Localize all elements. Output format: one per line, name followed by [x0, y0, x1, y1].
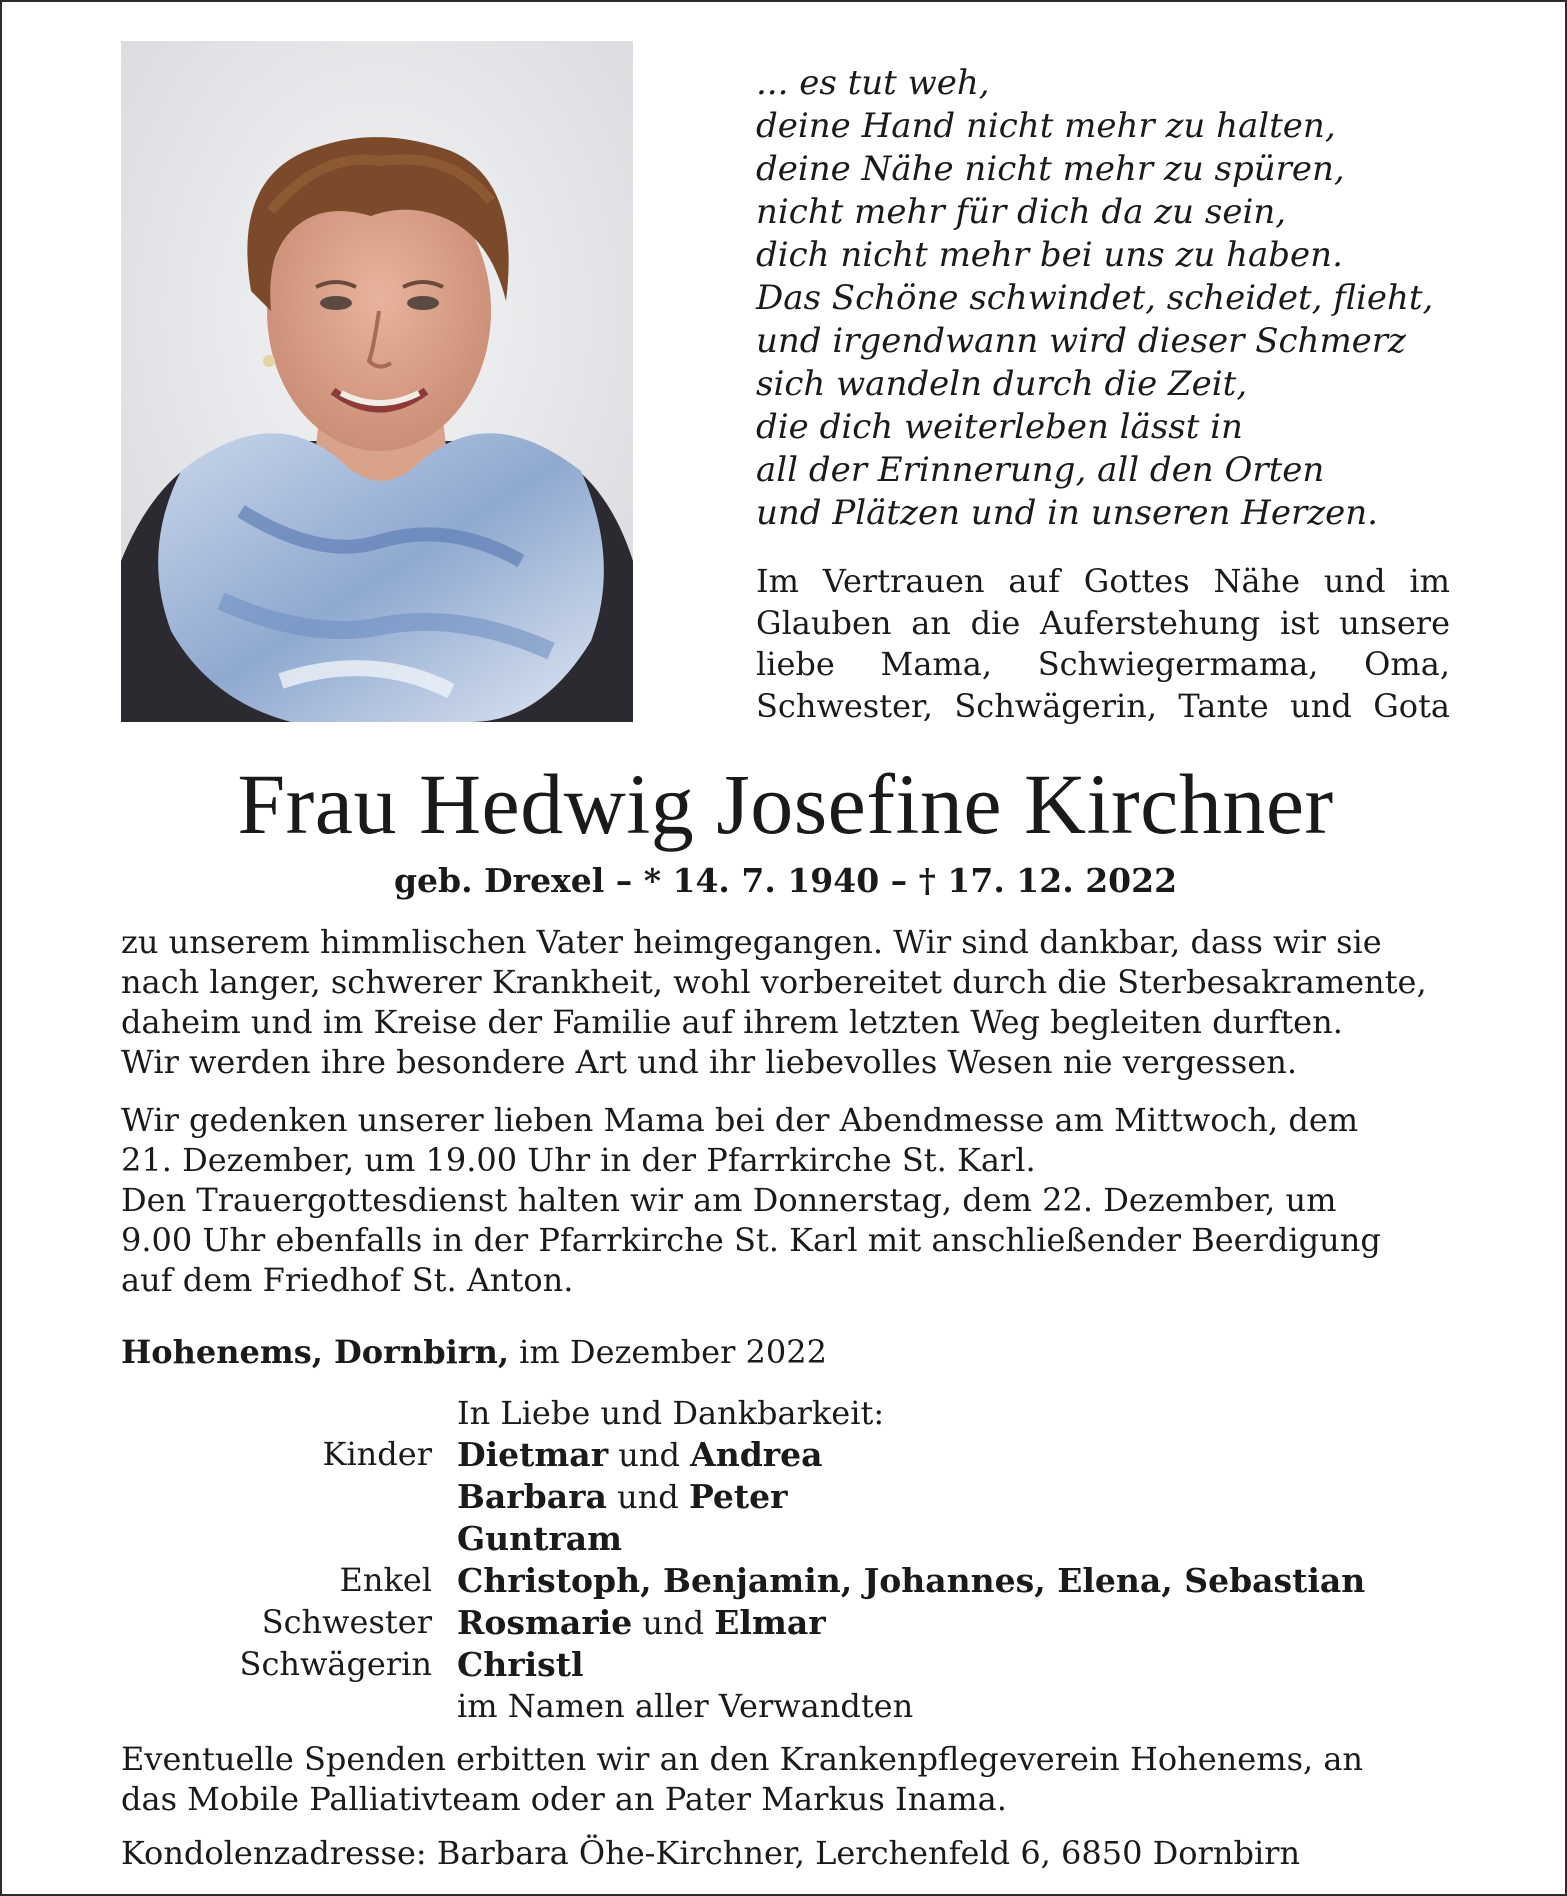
family-names	[457, 1602, 1451, 1644]
family-member: Dietmar	[457, 1435, 609, 1474]
donation-paragraph	[121, 1739, 1451, 1819]
family-conjunction: und	[618, 1436, 680, 1474]
family-names	[457, 1476, 1451, 1518]
family-names	[457, 1518, 1451, 1560]
paragraph-line: nach langer, schwerer Krankheit, wohl vorbereitet durch die Sterbesakramente,	[121, 963, 1427, 1001]
family-member: Christl	[457, 1645, 584, 1684]
family-row	[121, 1518, 1451, 1560]
life-dates: geb. Drexel – * 14. 7. 1940 – † 17. 12. 2022	[393, 861, 1178, 900]
family-row	[121, 1434, 1451, 1476]
family-row	[121, 1393, 1451, 1434]
paragraph-line: daheim und im Kreise der Familie auf ihrem letzten Weg begleiten durften.	[121, 1003, 1343, 1041]
family-member: Elmar	[714, 1603, 826, 1642]
family-member: Rosmarie	[457, 1603, 633, 1642]
service-paragraph	[121, 1100, 1451, 1300]
poem-line: ... es tut weh,	[756, 63, 990, 103]
family-label: Schwester	[261, 1603, 432, 1641]
place-date-text: im Dezember 2022	[519, 1333, 827, 1371]
family-names	[457, 1560, 1451, 1602]
family-label	[121, 1476, 457, 1518]
paragraph-line: zu unserem himmlischen Vater heimgegangen. Wir sind dankbar, dass wir sie	[121, 923, 1382, 961]
family-label	[121, 1393, 457, 1434]
poem-line: Das Schöne schwindet, scheidet, flieht,	[756, 278, 1434, 318]
poem-line: die dich weiterleben lässt in	[756, 407, 1243, 447]
family-row	[121, 1560, 1451, 1602]
portrait-photo	[121, 41, 633, 722]
condolence-line: Kondolenzadresse: Barbara Öhe-Kirchner, Lerchenfeld 6, 6850 Dornbirn	[121, 1834, 1301, 1872]
paragraph-line: Wir werden ihre besondere Art und ihr liebevolles Wesen nie vergessen.	[121, 1043, 1298, 1081]
family-row	[121, 1686, 1451, 1727]
paragraph-line: Wir gedenken unserer lieben Mama bei der Abendmesse am Mittwoch, dem	[121, 1101, 1359, 1139]
family-conjunction: und	[617, 1478, 679, 1516]
poem-line: all der Erinnerung, all den Orten	[756, 450, 1325, 490]
poem-line: dich nicht mehr bei uns zu haben.	[756, 235, 1343, 275]
family-label	[121, 1518, 457, 1560]
place-date	[121, 1332, 1451, 1372]
paragraph-line: Den Trauergottesdienst halten wir am Donnerstag, dem 22. Dezember, um	[121, 1181, 1337, 1219]
paragraph-line: das Mobile Palliativteam oder an Pater Markus Inama.	[121, 1780, 1007, 1818]
place-towns: Hohenems, Dornbirn,	[121, 1333, 509, 1371]
intro-line: Glauben an die Auferstehung ist unsere	[756, 603, 1450, 642]
family-intro: In Liebe und Dankbarkeit:	[457, 1394, 885, 1432]
family-label	[121, 1686, 457, 1727]
poem-line: deine Hand nicht mehr zu halten,	[756, 106, 1336, 146]
poem-line: sich wandeln durch die Zeit,	[756, 364, 1248, 404]
family-member: Guntram	[457, 1519, 623, 1558]
intro-text	[756, 561, 1450, 727]
intro-line: Schwester, Schwägerin, Tante und Gota	[756, 686, 1450, 725]
family-label: Enkel	[339, 1561, 432, 1599]
poem-line: deine Nähe nicht mehr zu spüren,	[756, 149, 1345, 189]
family-label: Schwägerin	[239, 1645, 432, 1683]
announcement-paragraph	[121, 922, 1451, 1082]
paragraph-line: 21. Dezember, um 19.00 Uhr in der Pfarrkirche St. Karl.	[121, 1141, 1036, 1179]
family-member: Andrea	[690, 1435, 823, 1474]
poem-line: nicht mehr für dich da zu sein,	[756, 192, 1287, 232]
poem-line: und irgendwann wird dieser Schmerz	[756, 321, 1406, 361]
family-label: Kinder	[322, 1435, 432, 1473]
poem-line: und Plätzen und in unseren Herzen.	[756, 493, 1378, 533]
family-conjunction: und	[642, 1604, 705, 1642]
condolence-address	[121, 1833, 1451, 1873]
family-list	[121, 1393, 1451, 1727]
family-names	[457, 1644, 1451, 1686]
poem	[756, 62, 1476, 535]
family-row	[121, 1644, 1451, 1686]
paragraph-line: Eventuelle Spenden erbitten wir an den Krankenpflegeverein Hohenems, an	[121, 1740, 1364, 1778]
family-relatives: im Namen aller Verwandten	[457, 1687, 914, 1725]
portrait-illustration	[121, 41, 633, 722]
family-member: Barbara	[457, 1477, 607, 1516]
paragraph-line: auf dem Friedhof St. Anton.	[121, 1261, 574, 1299]
deceased-name: Frau Hedwig Josefine Kirchner	[237, 756, 1334, 852]
family-member: Peter	[688, 1477, 788, 1516]
family-row	[121, 1476, 1451, 1518]
paragraph-line: 9.00 Uhr ebenfalls in der Pfarrkirche St. Karl mit anschließender Beerdigung	[121, 1221, 1381, 1259]
intro-line: Im Vertrauen auf Gottes Nähe und im	[756, 562, 1450, 600]
family-names	[457, 1434, 1451, 1476]
family-member: Christoph, Benjamin, Johannes, Elena, Sebastian	[457, 1561, 1366, 1600]
family-row	[121, 1602, 1451, 1644]
intro-line: liebe Mama, Schwiegermama, Oma,	[756, 645, 1450, 683]
